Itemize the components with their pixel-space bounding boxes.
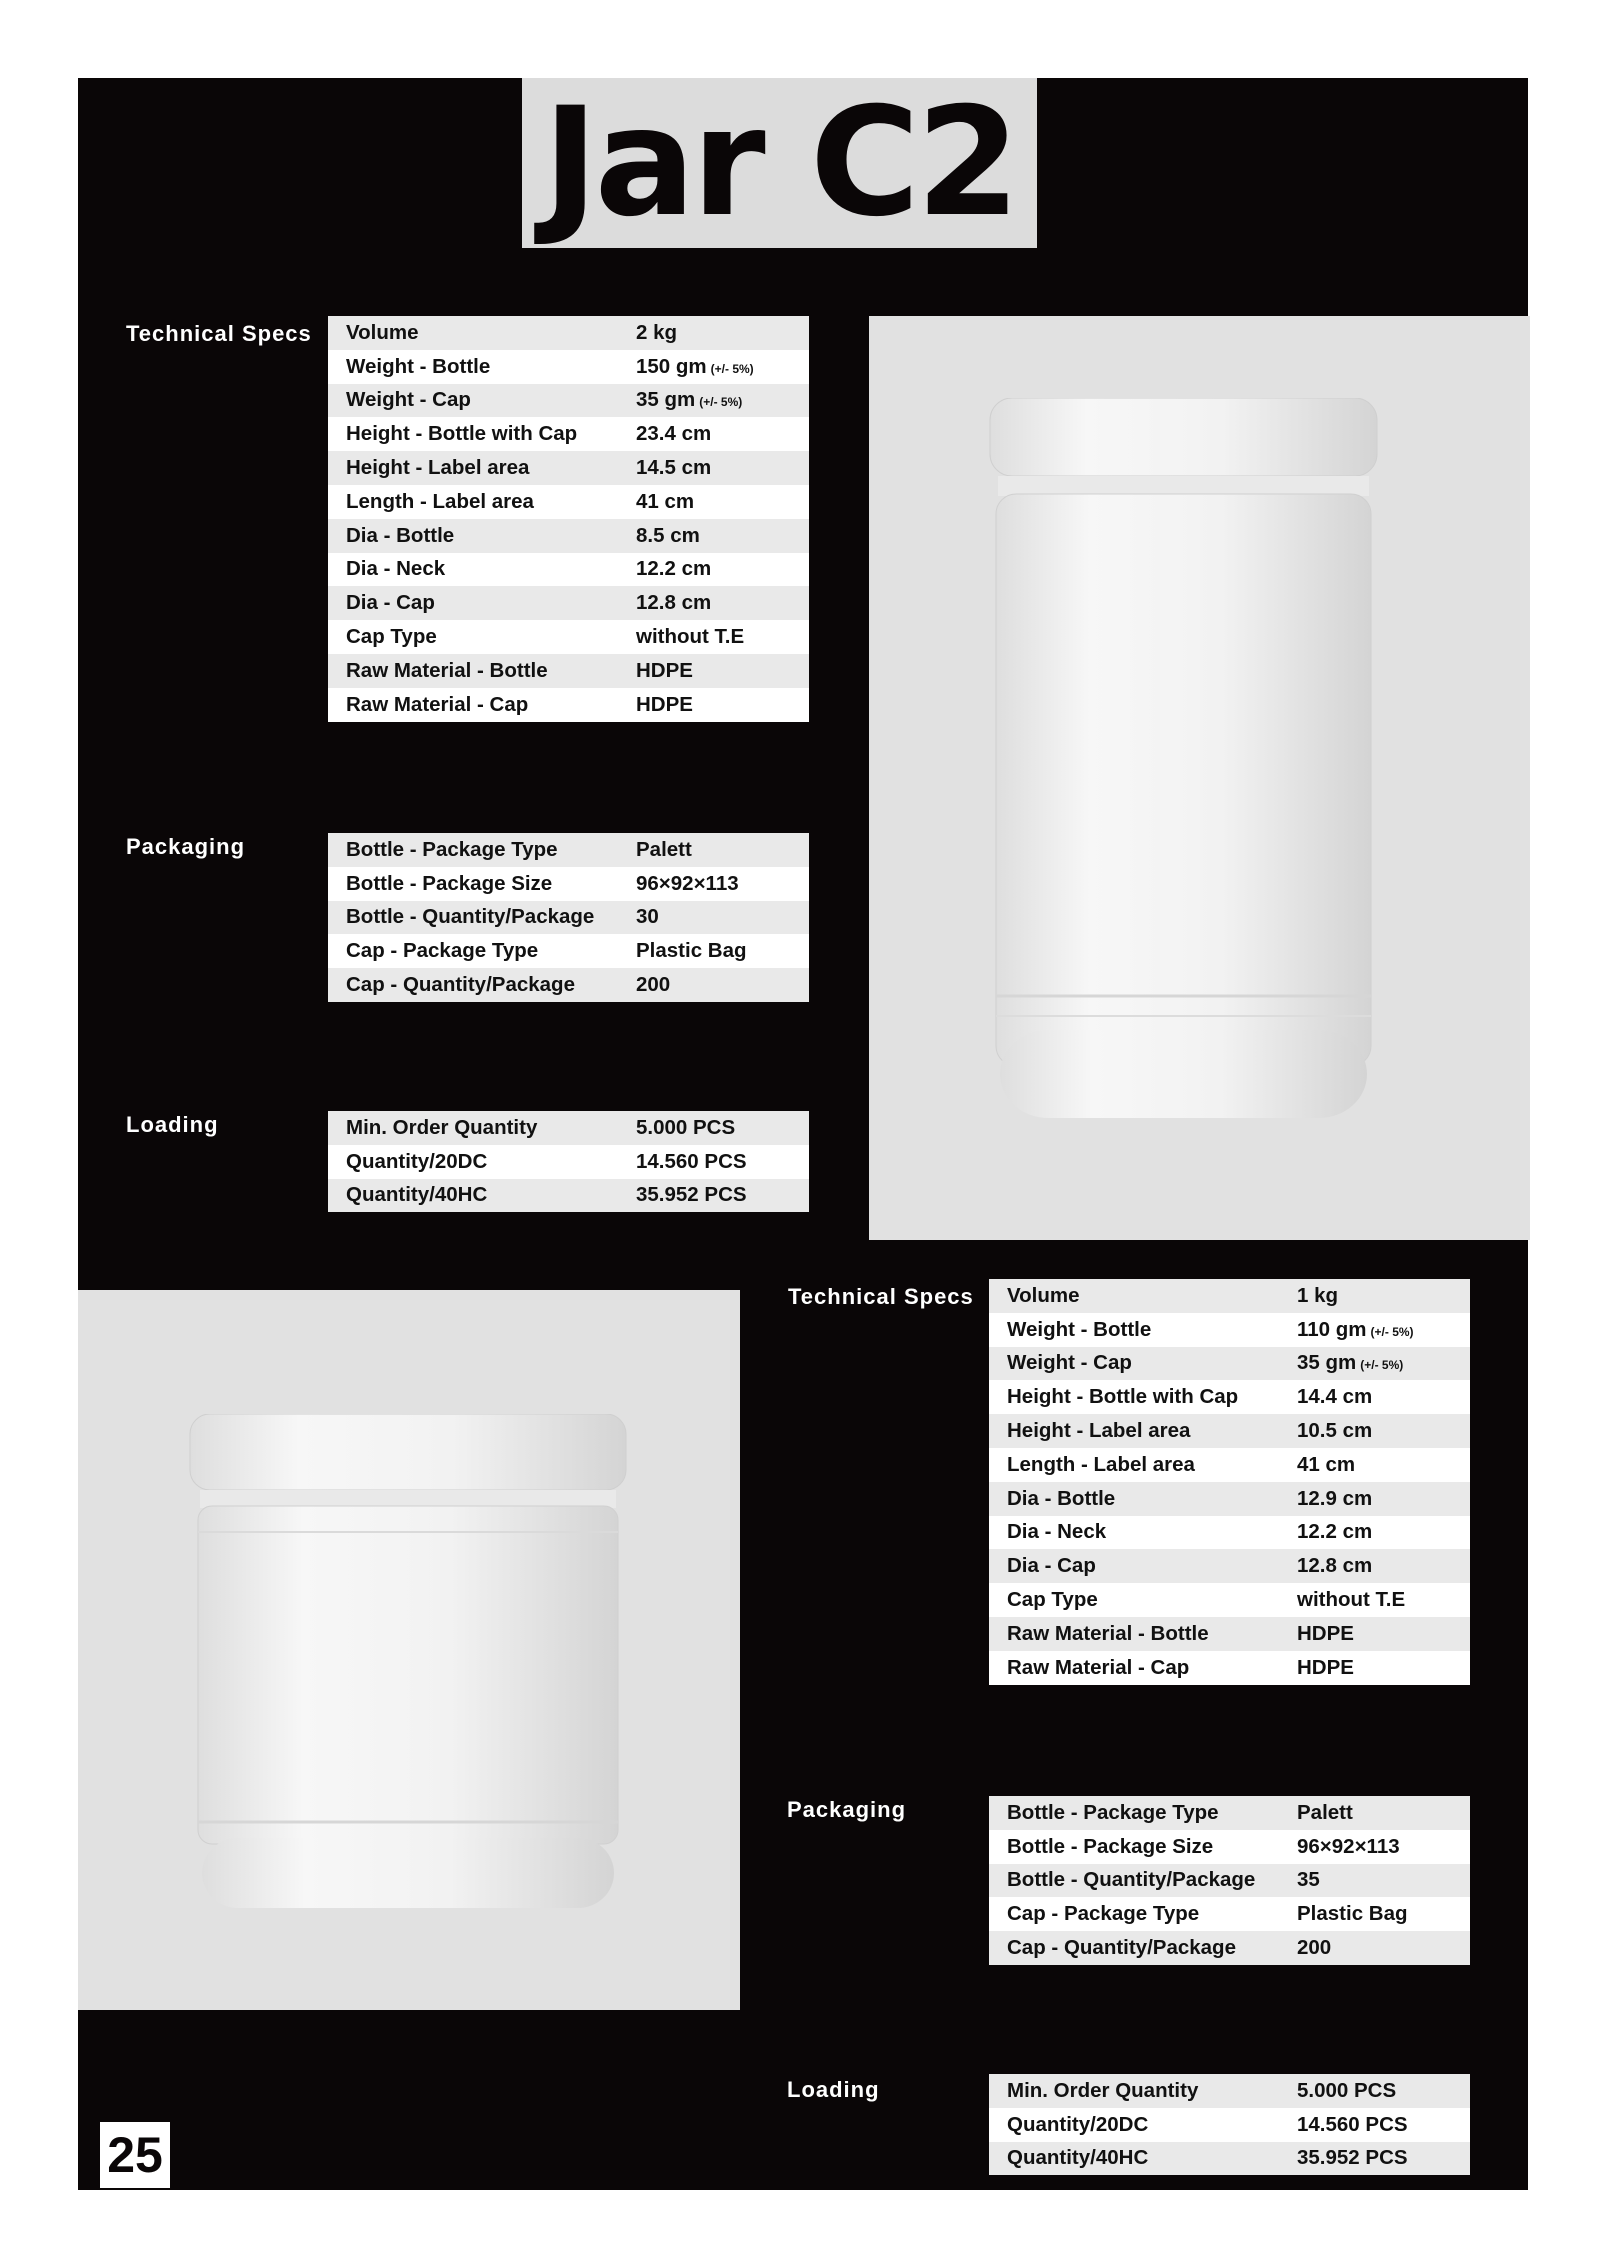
spec-value: 35.952 PCS [1297, 2146, 1408, 2170]
spec-tolerance: (+/- 5%) [1360, 1358, 1404, 1373]
page-title: Jar C2 [542, 76, 1017, 250]
spec-value-cell [1279, 1347, 1470, 1381]
spec-value-cell [618, 586, 809, 620]
spec-value-cell [618, 519, 809, 553]
table-row [328, 1145, 809, 1179]
spec-value: 12.8 cm [1297, 1554, 1373, 1578]
spec-value-cell [618, 934, 809, 968]
spec-label: Height - Bottle with Cap [989, 1380, 1279, 1414]
spec-value-cell [1279, 1796, 1470, 1830]
product-a-technical-specs-table [328, 316, 809, 722]
table-row [328, 620, 809, 654]
spec-label: Raw Material - Cap [989, 1651, 1279, 1685]
table-row [989, 1313, 1470, 1347]
product-b-technical-specs-table [989, 1279, 1470, 1685]
product-b-packaging-label: Packaging [787, 1797, 907, 1822]
spec-value: 41 cm [1297, 1452, 1356, 1476]
table-row [328, 417, 809, 451]
spec-value: 12.2 cm [636, 557, 712, 581]
spec-value-cell [618, 688, 809, 722]
spec-value: 12.8 cm [636, 591, 712, 615]
table-row [328, 867, 809, 901]
spec-value-cell [618, 867, 809, 901]
spec-label: Cap - Package Type [989, 1897, 1279, 1931]
spec-value-cell [618, 384, 809, 418]
spec-label: Dia - Cap [989, 1549, 1279, 1583]
spec-value: 5.000 PCS [636, 1115, 736, 1139]
table-row [328, 316, 809, 350]
table-row [328, 384, 809, 418]
spec-value: 200 [636, 973, 671, 997]
spec-value-cell [1279, 2142, 1470, 2176]
title-box [522, 78, 1037, 248]
table-row [989, 2074, 1470, 2108]
spec-label: Quantity/20DC [989, 2108, 1279, 2142]
spec-value: 14.5 cm [636, 456, 712, 480]
table-row [328, 901, 809, 935]
table-row [328, 1179, 809, 1213]
spec-value-cell [1279, 1549, 1470, 1583]
table-row [989, 1651, 1470, 1685]
table-row [328, 1111, 809, 1145]
table-row [328, 586, 809, 620]
spec-value: HDPE [636, 692, 693, 716]
table-row [989, 1583, 1470, 1617]
spec-label: Cap Type [328, 620, 618, 654]
table-row [989, 1931, 1470, 1965]
spec-value: 30 [636, 905, 659, 929]
spec-value: 1 kg [1297, 1283, 1339, 1307]
jar-2kg-image [986, 398, 1381, 1124]
product-a-technical-specs-label: Technical Specs [126, 321, 312, 346]
spec-label: Dia - Bottle [328, 519, 618, 553]
spec-value: Plastic Bag [636, 939, 747, 963]
spec-value: 14.560 PCS [636, 1149, 747, 1173]
table-row [989, 1516, 1470, 1550]
spec-value-cell [1279, 1279, 1470, 1313]
spec-value-cell [1279, 1830, 1470, 1864]
spec-label: Raw Material - Bottle [328, 654, 618, 688]
spec-value-cell [618, 1179, 809, 1213]
table-row [989, 1796, 1470, 1830]
spec-value-cell [1279, 1414, 1470, 1448]
product-b-packaging-table [989, 1796, 1470, 1965]
spec-value-cell [1279, 1516, 1470, 1550]
spec-label: Weight - Cap [989, 1347, 1279, 1381]
spec-value: 14.4 cm [1297, 1385, 1373, 1409]
spec-label: Raw Material - Bottle [989, 1617, 1279, 1651]
spec-label: Weight - Bottle [328, 350, 618, 384]
table-row [989, 1279, 1470, 1313]
spec-value-cell [618, 417, 809, 451]
spec-label: Quantity/20DC [328, 1145, 618, 1179]
product-b-photo [78, 1290, 740, 2010]
spec-tolerance: (+/- 5%) [1370, 1324, 1414, 1339]
spec-value-cell [1279, 1380, 1470, 1414]
spec-value-cell [618, 350, 809, 384]
spec-value: 12.2 cm [1297, 1520, 1373, 1544]
spec-label: Cap - Quantity/Package [989, 1931, 1279, 1965]
spec-label: Length - Label area [989, 1448, 1279, 1482]
spec-value: 8.5 cm [636, 523, 700, 547]
spec-value: 35.952 PCS [636, 1183, 747, 1207]
spec-value: Palett [636, 837, 692, 861]
spec-value: 14.560 PCS [1297, 2112, 1408, 2136]
table-row [989, 1830, 1470, 1864]
spec-value: 96×92×113 [1297, 1834, 1400, 1858]
spec-value-cell [1279, 2108, 1470, 2142]
spec-value: 35 gm [1297, 1351, 1357, 1375]
spec-value-cell [1279, 1448, 1470, 1482]
product-a-photo [869, 316, 1530, 1240]
spec-value-cell [1279, 2074, 1470, 2108]
table-row [328, 485, 809, 519]
spec-label: Dia - Bottle [989, 1482, 1279, 1516]
table-row [989, 2108, 1470, 2142]
spec-value-cell [1279, 1651, 1470, 1685]
spec-value-cell [1279, 1617, 1470, 1651]
table-row [989, 1448, 1470, 1482]
spec-value-cell [618, 968, 809, 1002]
spec-label: Min. Order Quantity [989, 2074, 1279, 2108]
product-b-loading-label: Loading [787, 2077, 880, 2102]
spec-label: Bottle - Quantity/Package [989, 1864, 1279, 1898]
spec-label: Weight - Bottle [989, 1313, 1279, 1347]
spec-value-cell [618, 485, 809, 519]
spec-label: Height - Label area [328, 451, 618, 485]
spec-value: 2 kg [636, 320, 678, 344]
spec-value-cell [618, 654, 809, 688]
spec-value-cell [618, 901, 809, 935]
spec-label: Bottle - Package Type [989, 1796, 1279, 1830]
spec-value-cell [618, 553, 809, 587]
spec-value-cell [618, 316, 809, 350]
spec-value-cell [1279, 1482, 1470, 1516]
spec-label: Bottle - Package Type [328, 833, 618, 867]
spec-value-cell [618, 620, 809, 654]
spec-label: Height - Label area [989, 1414, 1279, 1448]
table-row [989, 1414, 1470, 1448]
spec-tolerance: (+/- 5%) [710, 361, 754, 376]
spec-value-cell [618, 451, 809, 485]
spec-label: Bottle - Package Size [989, 1830, 1279, 1864]
spec-label: Length - Label area [328, 485, 618, 519]
table-row [328, 968, 809, 1002]
spec-value-cell [1279, 1864, 1470, 1898]
product-a-packaging-table [328, 833, 809, 1002]
table-row [989, 1549, 1470, 1583]
jar-1kg-image [188, 1414, 628, 1910]
spec-label: Weight - Cap [328, 384, 618, 418]
spec-value-cell [618, 833, 809, 867]
spec-label: Cap - Package Type [328, 934, 618, 968]
spec-label: Bottle - Package Size [328, 867, 618, 901]
spec-label: Height - Bottle with Cap [328, 417, 618, 451]
spec-value: HDPE [636, 658, 693, 682]
spec-value-cell [1279, 1313, 1470, 1347]
product-a-loading-table [328, 1111, 809, 1212]
spec-value: HDPE [1297, 1621, 1354, 1645]
spec-value: 41 cm [636, 489, 695, 513]
spec-label: Volume [989, 1279, 1279, 1313]
spec-value-cell [618, 1111, 809, 1145]
spec-value-cell [1279, 1931, 1470, 1965]
spec-value-cell [618, 1145, 809, 1179]
spec-label: Dia - Cap [328, 586, 618, 620]
table-row [989, 1617, 1470, 1651]
spec-value: 35 [1297, 1868, 1320, 1892]
spec-label: Cap Type [989, 1583, 1279, 1617]
spec-label: Raw Material - Cap [328, 688, 618, 722]
spec-value: 23.4 cm [636, 422, 712, 446]
product-b-technical-specs-label: Technical Specs [788, 1284, 974, 1309]
table-row [328, 688, 809, 722]
table-row [328, 553, 809, 587]
product-a-loading-label: Loading [126, 1112, 219, 1137]
table-row [328, 519, 809, 553]
spec-label: Min. Order Quantity [328, 1111, 618, 1145]
table-row [328, 654, 809, 688]
spec-value: HDPE [1297, 1655, 1354, 1679]
spec-value: without T.E [636, 625, 745, 649]
table-row [989, 1482, 1470, 1516]
spec-value: 35 gm [636, 388, 696, 412]
spec-value: 150 gm [636, 354, 707, 378]
table-row [328, 833, 809, 867]
table-row [989, 2142, 1470, 2176]
spec-label: Dia - Neck [328, 553, 618, 587]
spec-label: Dia - Neck [989, 1516, 1279, 1550]
page-number: 25 [100, 2122, 170, 2188]
spec-tolerance: (+/- 5%) [699, 395, 743, 410]
spec-value: 12.9 cm [1297, 1486, 1373, 1510]
spec-value: 96×92×113 [636, 871, 739, 895]
table-row [989, 1380, 1470, 1414]
spec-value: Palett [1297, 1800, 1353, 1824]
spec-label: Volume [328, 316, 618, 350]
spec-value: 110 gm [1297, 1317, 1367, 1341]
product-a-packaging-label: Packaging [126, 834, 246, 859]
spec-value: without T.E [1297, 1588, 1406, 1612]
table-row [328, 350, 809, 384]
spec-value-cell [1279, 1897, 1470, 1931]
spec-label: Cap - Quantity/Package [328, 968, 618, 1002]
table-row [328, 934, 809, 968]
product-b-loading-table [989, 2074, 1470, 2175]
spec-value: 5.000 PCS [1297, 2078, 1397, 2102]
table-row [989, 1897, 1470, 1931]
spec-value: Plastic Bag [1297, 1902, 1408, 1926]
spec-value: 200 [1297, 1936, 1332, 1960]
spec-label: Bottle - Quantity/Package [328, 901, 618, 935]
spec-label: Quantity/40HC [328, 1179, 618, 1213]
spec-label: Quantity/40HC [989, 2142, 1279, 2176]
table-row [989, 1864, 1470, 1898]
spec-value: 10.5 cm [1297, 1419, 1373, 1443]
table-row [989, 1347, 1470, 1381]
spec-value-cell [1279, 1583, 1470, 1617]
table-row [328, 451, 809, 485]
